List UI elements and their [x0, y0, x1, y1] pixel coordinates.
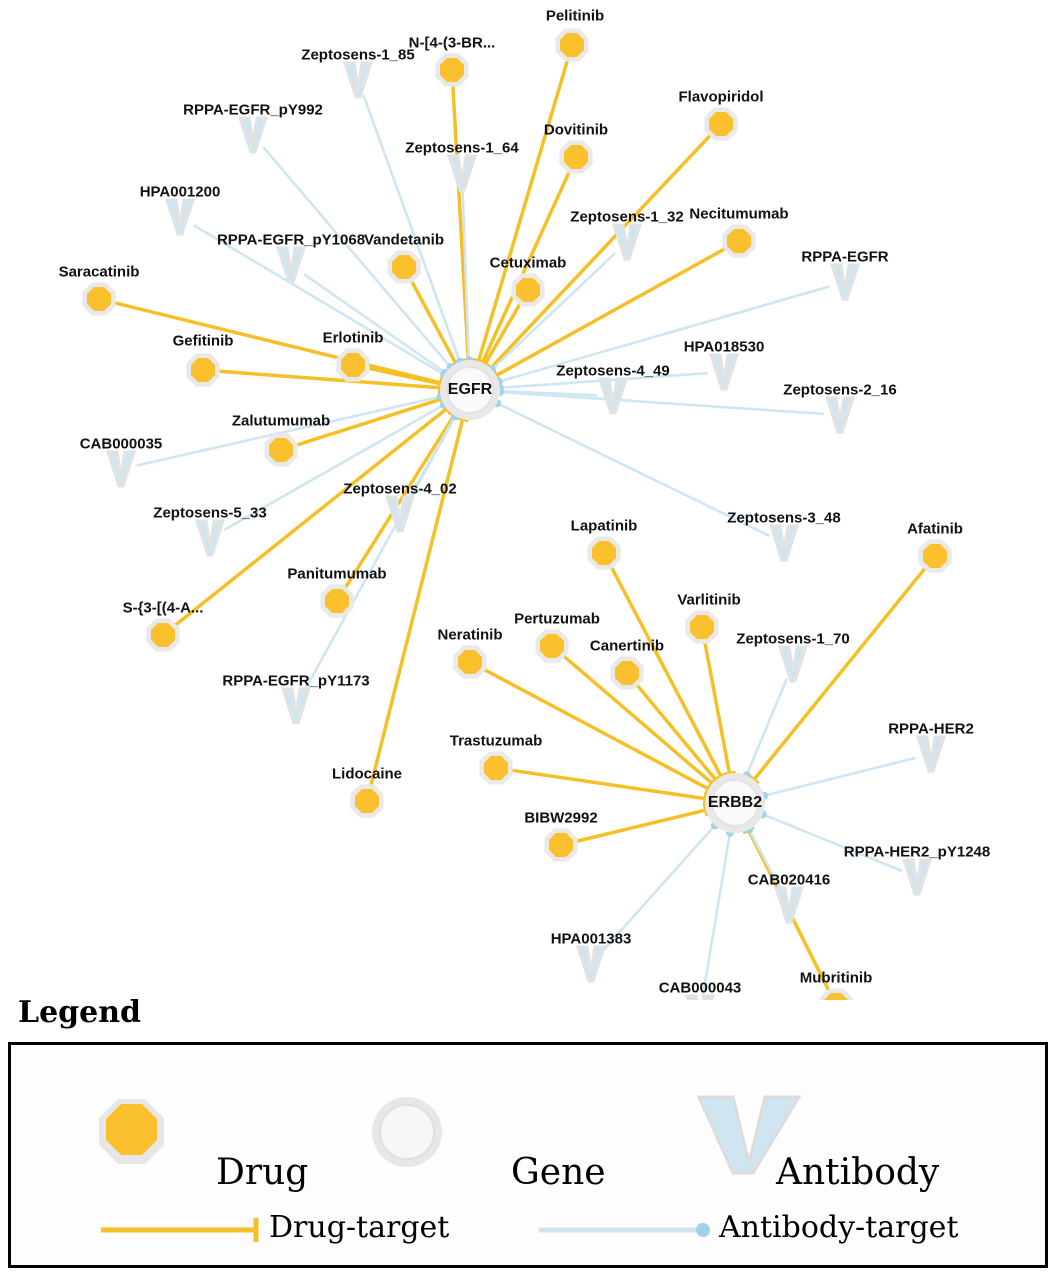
antibody-node[interactable]: [449, 156, 475, 190]
antibody-node-label: RPPA-EGFR_pY992: [183, 101, 323, 119]
drug-node[interactable]: [479, 751, 512, 784]
legend-label-antibody: Antibody: [776, 1152, 940, 1193]
drug-edge: [369, 368, 441, 383]
drug-node-label: Pertuzumab: [514, 610, 600, 628]
antibody-node[interactable]: [780, 647, 806, 681]
gene-node-label: ERBB2: [707, 794, 763, 811]
antibody-edge: [764, 758, 915, 796]
legend-label-drug-target: Drug-target: [269, 1210, 450, 1245]
drug-edge: [637, 685, 716, 780]
antibody-node-label: HPA001200: [139, 183, 221, 201]
antibody-node-label: Zeptosens-5_33: [153, 504, 267, 522]
drug-node-label: BIBW2992: [524, 809, 598, 827]
drug-node-label: Saracatinib: [58, 263, 140, 281]
edge-layer: [115, 60, 925, 997]
antibody-node-label: Zeptosens-1_32: [570, 208, 684, 226]
antibody-node[interactable]: [687, 996, 713, 1000]
drug-edge: [479, 60, 568, 361]
legend-label-gene: Gene: [511, 1152, 606, 1193]
drug-node-label: Necitumumab: [689, 205, 789, 223]
drug-node[interactable]: [435, 53, 468, 86]
antibody-node-label: RPPA-EGFR_pY1173: [222, 672, 370, 690]
drug-node[interactable]: [544, 828, 577, 861]
antibody-node-label: CAB020416: [747, 871, 831, 889]
drug-node[interactable]: [350, 784, 383, 817]
drug-node[interactable]: [387, 250, 420, 283]
drug-node[interactable]: [82, 282, 115, 315]
legend-antibody-edge: [539, 1223, 710, 1237]
antibody-edge: [304, 416, 456, 692]
legend-drug-edge: [101, 1218, 256, 1242]
antibody-node-label: HPA001383: [550, 930, 632, 948]
drug-node-label: S-{3-[(4-A...: [122, 599, 204, 617]
drug-edge: [512, 770, 705, 798]
antibody-node[interactable]: [578, 947, 604, 981]
drug-node[interactable]: [146, 618, 179, 651]
gene-node-label: EGFR: [447, 381, 493, 398]
antibody-edge: [500, 392, 824, 414]
drug-node-label: Mubritinib: [799, 969, 873, 987]
drug-node-label: Neratinib: [437, 626, 503, 644]
legend-label-drug: Drug: [216, 1152, 309, 1193]
legend-title: Legend: [18, 995, 142, 1030]
drug-edge: [412, 281, 456, 363]
drug-node-label: Trastuzumab: [449, 732, 543, 750]
antibody-node-label: CAB000043: [658, 979, 742, 997]
drug-node-label: Pelitinib: [545, 7, 605, 25]
antibody-node[interactable]: [167, 200, 193, 234]
drug-node-label: Dovitinib: [543, 121, 609, 139]
antibody-node[interactable]: [832, 265, 858, 299]
drug-node[interactable]: [264, 433, 297, 466]
antibody-node-label: Zeptosens-1_64: [405, 139, 519, 157]
drug-edge: [754, 568, 925, 779]
antibody-edge: [703, 833, 730, 998]
drug-edge: [491, 136, 710, 369]
antibody-node[interactable]: [345, 63, 371, 97]
legend-drug-icon: [99, 1099, 164, 1164]
drug-node-label: Lapatinib: [570, 517, 638, 535]
drug-node-label: Erlotinib: [322, 329, 384, 347]
antibody-node-label: CAB000035: [79, 435, 163, 453]
drug-node[interactable]: [918, 539, 951, 572]
antibody-node-label: Zeptosens-2_16: [783, 381, 897, 399]
drug-node-label: Flavopiridol: [678, 88, 764, 106]
antibody-node-label: Zeptosens-3_48: [727, 509, 841, 527]
antibody-node[interactable]: [771, 526, 797, 560]
drug-node[interactable]: [535, 629, 568, 662]
antibody-node[interactable]: [904, 860, 930, 894]
antibody-node[interactable]: [776, 888, 802, 922]
antibody-node[interactable]: [711, 355, 737, 389]
drug-edge: [346, 415, 454, 587]
antibody-node[interactable]: [614, 225, 640, 259]
drug-node[interactable]: [559, 140, 592, 173]
drug-node[interactable]: [610, 656, 643, 689]
antibody-node-label: RPPA-HER2: [888, 720, 974, 738]
antibody-edge: [747, 679, 787, 776]
drug-node[interactable]: [819, 988, 852, 1000]
drug-node[interactable]: [722, 224, 755, 257]
drug-node-label: N-[4-(3-BR...: [408, 34, 496, 52]
drug-node-label: Lidocaine: [331, 765, 403, 783]
drug-node[interactable]: [587, 536, 620, 569]
drug-node[interactable]: [555, 28, 588, 61]
drug-node-label: Gefitinib: [172, 332, 234, 350]
antibody-node-label: RPPA-HER2_pY1248: [843, 843, 991, 861]
drug-node-label: Varlitinib: [677, 591, 741, 609]
antibody-node-label: Zeptosens-1_70: [736, 630, 850, 648]
legend-label-antibody-target: Antibody-target: [719, 1210, 959, 1245]
antibody-node-label: HPA018530: [683, 338, 765, 356]
antibody-node[interactable]: [827, 398, 853, 432]
drug-node-label: Canertinib: [589, 637, 665, 655]
drug-node[interactable]: [336, 348, 369, 381]
antibody-node[interactable]: [197, 521, 223, 555]
antibody-node-label: Zeptosens-4_49: [556, 362, 670, 380]
drug-node[interactable]: [511, 273, 544, 306]
drug-edge: [453, 86, 468, 360]
legend-gene-icon: [372, 1097, 442, 1167]
antibody-node-label: Zeptosens-4_02: [343, 480, 457, 498]
antibody-node[interactable]: [600, 379, 626, 413]
antibody-node[interactable]: [283, 689, 309, 723]
drug-node[interactable]: [453, 645, 486, 678]
drug-node[interactable]: [685, 610, 718, 643]
drug-node[interactable]: [186, 353, 219, 386]
antibody-node[interactable]: [918, 737, 944, 771]
antibody-node[interactable]: [240, 118, 266, 152]
drug-node-label: Cetuximab: [489, 254, 567, 272]
drug-node[interactable]: [704, 107, 737, 140]
drug-node[interactable]: [320, 584, 353, 617]
antibody-node[interactable]: [108, 452, 134, 486]
legend-box: [8, 1042, 1048, 1268]
drug-node-label: Panitumumab: [287, 565, 387, 583]
antibody-node-label: RPPA-EGFR: [801, 248, 889, 266]
drug-node-label: Vandetanib: [363, 231, 445, 249]
antibody-node-label: Zeptosens-1_85: [301, 46, 415, 64]
drug-node-label: Zalutumumab: [231, 412, 331, 430]
drug-node-label: Afatinib: [907, 520, 963, 538]
antibody-node-label: RPPA-EGFR_pY1068: [216, 231, 366, 249]
antibody-edge: [304, 274, 445, 373]
